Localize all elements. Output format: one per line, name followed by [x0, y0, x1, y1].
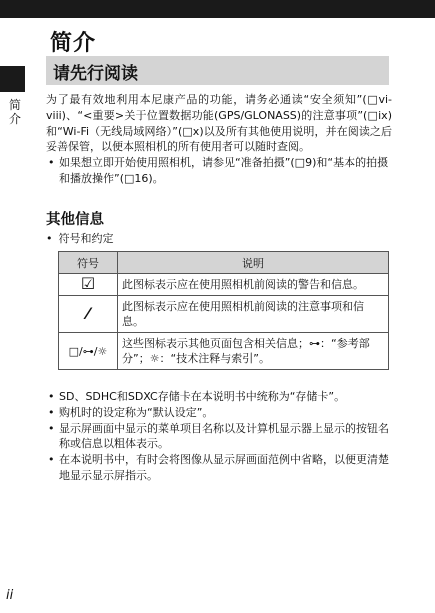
table-cell-desc: 此图标表示应在使用照相机前阅读的注意事项和信息。: [118, 296, 389, 333]
table-row: [59, 333, 389, 370]
warning-icon-glyph: ☑: [80, 274, 96, 293]
table-row: [59, 296, 389, 333]
page-title: 简介: [50, 31, 97, 56]
note-icon: [59, 296, 118, 333]
symbols-subheading: • 符号和约定: [46, 232, 114, 245]
reference-icons-glyph: □/⊶/☼: [68, 344, 108, 358]
table-cell-desc: 这些图标表示其他页面包含相关信息；⊶：“参考部分”；☼：“技术注释与索引”。: [118, 333, 389, 370]
table-header-desc: 说明: [118, 252, 389, 274]
reference-icons: [59, 333, 118, 370]
table-row: [59, 274, 389, 296]
side-tab-marker: [0, 66, 25, 92]
table-header-symbol: 符号: [59, 252, 118, 274]
list-item: • 在本说明书中，有时会将图像从显示屏画面范例中省略，以便更清楚地显示显示屏指示。: [46, 452, 392, 484]
symbols-table: [58, 251, 389, 370]
page-number: ii: [6, 588, 14, 603]
other-info-heading: 其他信息: [46, 212, 104, 228]
intro-bullet: • 如果想立即开始使用照相机，请参见“准备拍摄”(□9)和“基本的拍摄和播放操作”(□16)。: [46, 155, 392, 187]
side-tab-label: 简介: [8, 98, 21, 126]
conventions-list: [46, 389, 392, 484]
table-header-row: [59, 252, 389, 274]
list-item: • 购机时的设定称为“默认设定”。: [46, 405, 392, 421]
list-item: • SD、SDHC和SDXC存储卡在本说明书中统称为“存储卡”。: [46, 389, 392, 405]
table-cell-desc: 此图标表示应在使用照相机前阅读的警告和信息。: [118, 274, 389, 296]
warning-icon: [59, 274, 118, 296]
section-heading: 请先行阅读: [53, 64, 138, 84]
top-bar: [0, 0, 435, 18]
list-item: • 显示屏画面中显示的菜单项目名称以及计算机显示器上显示的按钮名称或信息以粗体表示。: [46, 421, 392, 453]
section-heading-box: [46, 56, 389, 85]
note-icon-glyph: ⁄: [86, 303, 90, 323]
intro-paragraph: 为了最有效地利用本尼康产品的功能，请务必通读“安全须知”(□vi-viii)、“<重要>关于位置数据功能(GPS/GLONASS)的注意事项”(□ix)和“Wi-Fi（无线局域网络）”(□x)以及所有其他使用说明，并在阅读之后妥善保管，以便本照相机的所有使用者可以随时查阅。: [46, 93, 392, 154]
symbols-subheading-text: 符号和约定: [58, 232, 114, 245]
intro-body: [46, 92, 392, 187]
